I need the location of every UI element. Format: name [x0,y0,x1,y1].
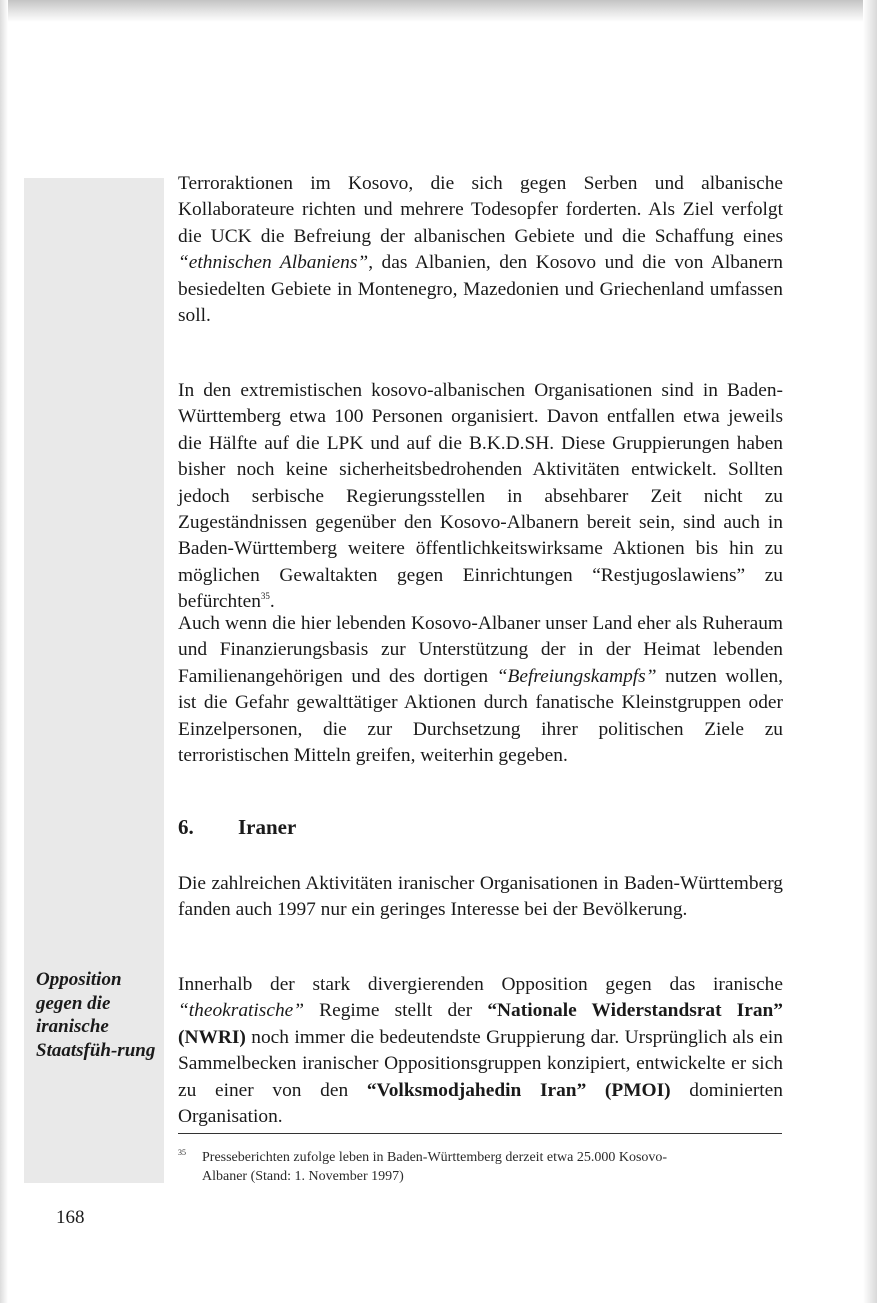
footnote-reference[interactable]: 35 [260,591,270,602]
footnote-line-2: Albaner (Stand: 1. November 1997) [202,1169,404,1184]
paragraph-text: noch immer die bedeutendste Gruppierung dar. Ursprünglich als ein Sammelbecken iranischer Oppositionsgruppen konzipiert, entwickelte er sich zu einer von den [178,1026,783,1101]
paragraph-text: Terroraktionen im Kosovo, die sich gegen Serben und albanische Kollaborateure richten und mehrere Todesopfer forderten. Als Ziel verfolgt die UCK die Befreiung der albanischen Gebiete und die Schaffung eines [178,173,783,247]
footnote-text: Presseberichten zufolge leben in Baden-Württemberg derzeit etwa 25.000 Kosovo- [202,1150,668,1165]
footnote-line-1 [178,1143,782,1167]
scan-top-edge [0,0,877,22]
paragraph-uck-goals [178,171,783,329]
page-number: 168 [56,1207,85,1228]
paragraph-text: Die zahlreichen Aktivitäten iranischer Organisationen in Baden-Württemberg fanden auch 1997 nur ein geringes Interesse bei der Bevölkerung. [178,873,783,921]
paragraph-opposition-nwri [178,972,783,1130]
scan-right-edge [863,0,877,1303]
scan-left-edge [0,0,8,1303]
bold-pmoi: “Volksmodjahedin Iran” (PMOI) [366,1079,671,1101]
paragraph-text: dominierten Organisation. [178,1079,783,1128]
paragraph-text: Regime stellt der [304,1000,488,1022]
bold-nwri: “Nationale Widerstandsrat Iran” (NWRI) [178,1000,783,1048]
paragraph-text: In den extremistischen kosovo-albanischen Organisationen sind in Baden-Württemberg etwa 100 Personen organisiert. Davon entfallen etwa jeweils die Hälfte auf die LPK und auf die B.K.D.SH. Diese Gruppierungen haben bisher noch keine sicherheitsbedrohenden Aktivitäten entwickelt. Sollten jedoch serbische Regierungsstellen in absehbarer Zeit nicht zu Zugeständnissen gegenüber den Kosovo-Albanern bereit sein, sind auch in Baden-Württemberg weitere öffentlichkeitswirksame Aktionen bis hin zu möglichen Gewaltakten gegen Einrichtungen “Restjugoslawiens” zu befürchten [178,380,783,613]
emphasis-liberation-struggle: “Befreiungskampfs” [496,665,657,687]
footnote-35 [178,1143,782,1186]
paragraph-text: Auch wenn die hier lebenden Kosovo-Albaner unser Land eher als Ruheraum und Finanzierungsbasis zur Unterstützung der in der Heimat lebenden Familienangehörigen und des dortigen [178,613,783,687]
section-heading [178,815,783,840]
emphasis-theocratic: “theokratische” [178,1000,305,1022]
footnote-mark: 35 [178,1148,186,1157]
paragraph-organisations-bw [178,378,783,616]
footnote-separator [178,1133,782,1134]
paragraph-violence-risk [178,611,783,769]
paragraph-iranian-activities [178,871,783,924]
paragraph-text: , das Albanien, den Kosovo und die von Albanern besiedelten Gebiete in Montenegro, Mazedonien und Griechenland umfassen soll. [178,252,783,327]
section-number: 6. [178,815,194,839]
paragraph-text: nutzen wollen, ist die Gefahr gewalttätiger Aktionen durch fanatische Kleinstgruppen oder Einzelpersonen, die zur Durchsetzung ihrer politischen Ziele zu terroristischen Mitteln greifen, weiterhin gegeben. [178,665,783,767]
margin-note-opposition: Opposition gegen die iranische Staatsfüh-rung [36,969,156,1061]
section-title: Iraner [238,815,297,839]
emphasis-ethnic-albania: “ethnischen Albaniens” [178,252,369,274]
paragraph-text: Innerhalb der stark divergierenden Opposition gegen das iranische [178,974,783,995]
paragraph-text: . [269,591,275,613]
